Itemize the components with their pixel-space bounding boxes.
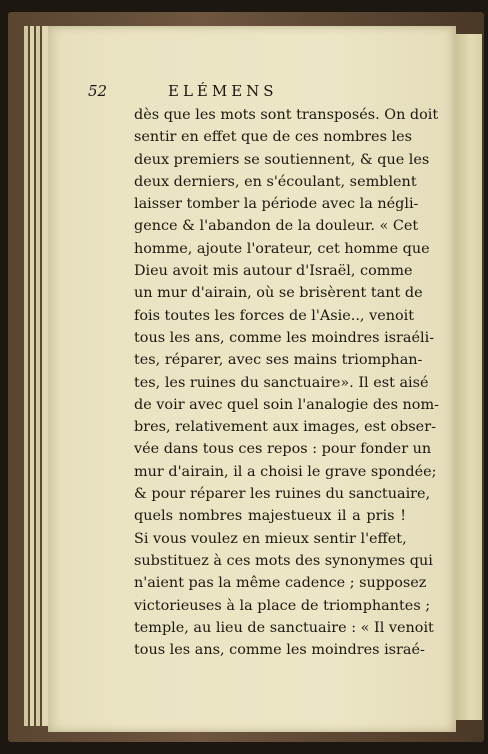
text-line: temple, au lieu de sanctuaire : « Il venoit	[134, 619, 434, 636]
page-edge	[24, 26, 28, 726]
text-line: Si vous voulez en mieux sentir l'effet,	[134, 530, 407, 547]
text-line: tous les ans, comme les moindres israé-	[134, 642, 425, 659]
text-line: de voir avec quel soin l'analogie des nom-	[134, 396, 439, 413]
page-number: 52	[88, 82, 108, 100]
text-line: deux derniers, en s'écoulant, semblent	[134, 173, 417, 190]
page-edge	[30, 26, 34, 726]
text-line: dès que les mots sont transposés. On doit	[134, 107, 439, 123]
text-line: victorieuses à la place de triomphantes ;	[134, 597, 431, 614]
text-line: tous les ans, comme les moindres israéli-	[134, 329, 435, 346]
text-line: laisser tomber la période avec la négli-	[134, 196, 419, 213]
text-line: bres, relativement aux images, est obser-	[134, 419, 436, 436]
text-line: substituez à ces mots des synonymes qui	[134, 552, 433, 569]
text-line: mur d'airain, il a choisi le grave spondée;	[134, 463, 437, 480]
next-page-edge	[453, 34, 482, 720]
page-edge	[36, 26, 40, 726]
text-line: deux premiers se soutiennent, & que les	[134, 151, 430, 168]
text-line: vée dans tous ces repos : pour fonder un	[134, 441, 432, 458]
text-line: & pour réparer les ruines du sanctuaire,	[134, 486, 431, 503]
text-line: sentir en effet que de ces nombres les	[134, 129, 413, 146]
text-line: gence & l'abandon de la douleur. « Cet	[134, 218, 419, 235]
text-line: n'aient pas la même cadence ; supposez	[134, 575, 427, 592]
text-line: fois toutes les forces de l'Asie.., venoit	[134, 307, 415, 324]
text-line: quels nombres majestueux il a pris !	[134, 508, 406, 525]
text-line: homme, ajoute l'orateur, cet homme que	[134, 240, 430, 257]
running-head	[88, 82, 418, 102]
body-text	[134, 104, 439, 661]
running-title: ELÉMENS	[168, 82, 278, 100]
text-line: tes, les ruines du sanctuaire». Il est aisé	[134, 374, 429, 391]
text-line: un mur d'airain, où se brisèrent tant de	[134, 285, 423, 302]
text-line: Dieu avoit mis autour d'Israël, comme	[134, 263, 413, 280]
text-line: tes, réparer, avec ses mains triomphan-	[134, 352, 423, 369]
